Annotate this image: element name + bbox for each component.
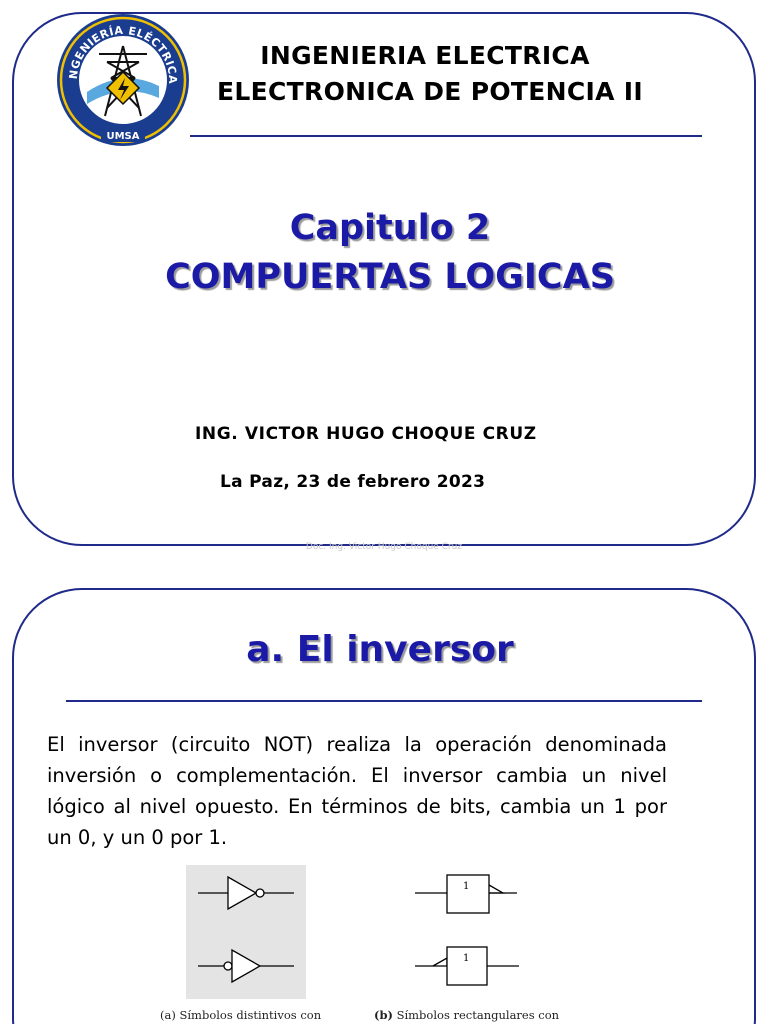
not-gate-distinctive-icon [186,865,306,999]
caption-a-text: Símbolos distintivos con [179,1008,322,1022]
chapter-title: COMPUERTAS LOGICAS [165,257,615,297]
gate-label-top: 1 [463,881,470,892]
logo-ring-text: NGENIERÍA ELÉCTRICA [66,23,180,85]
author-name: ING. VICTOR HUGO CHOQUE CRUZ [195,424,537,444]
caption-figure-a [160,1008,321,1022]
figure-rectangular-symbols [405,865,535,999]
slide-footer: Doc. Ing. Victor Hugo Choque Cruz [305,542,463,552]
logo-emblem-icon [55,12,191,148]
logo-umsa-text: UMSA [106,131,140,142]
section-paragraph: El inversor (circuito NOT) realiza la operación denominada inversión o complementación. El inversor cambia un nivel lógico al nivel opuesto. En términos de bits, cambia un 1 por un 0, y un 0 por 1. [47,733,667,849]
figure-distinctive-symbols [186,865,306,999]
umsa-electrical-engineering-logo [55,12,191,148]
chapter-number: Capitulo 2 [289,208,491,248]
caption-figure-b [374,1008,559,1022]
header-course-title: ELECTRONICA DE POTENCIA II [217,77,643,106]
presentation-date: La Paz, 23 de febrero 2023 [220,472,486,492]
header-divider [190,135,702,137]
gate-label-bottom: 1 [463,953,470,964]
section-title: a. El inversor [246,629,514,670]
caption-a-label: (a) [160,1008,176,1022]
section-divider [66,700,702,702]
header-faculty-title: INGENIERIA ELECTRICA [260,41,590,70]
caption-b-label: (b) [374,1008,393,1022]
not-gate-rectangular-icon [405,865,535,999]
caption-b-text: Símbolos rectangulares con [396,1008,560,1022]
